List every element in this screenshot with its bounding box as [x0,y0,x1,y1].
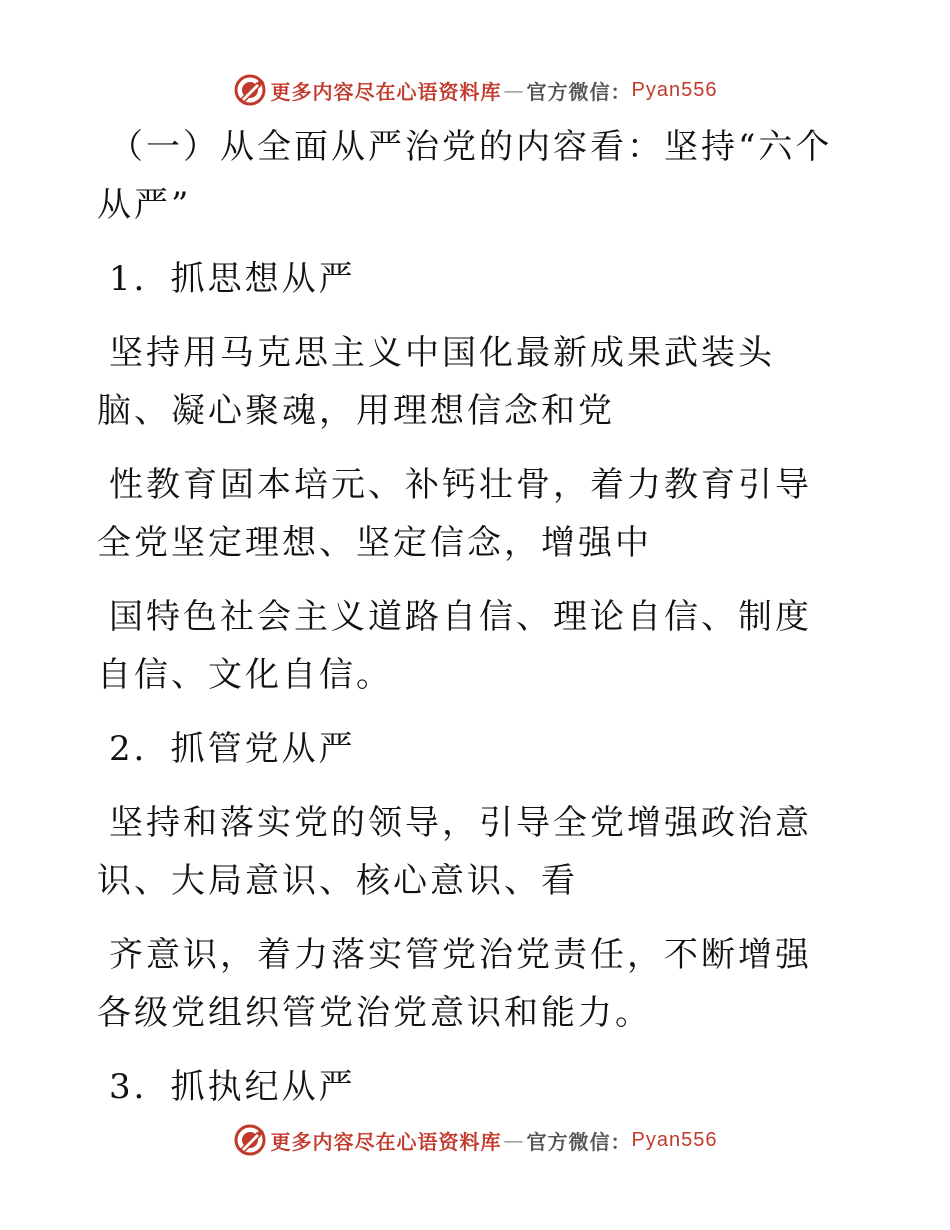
section-1-heading: 1．抓思想从严 [109,259,356,299]
watermark-official-label: 官方微信： [526,79,632,104]
document-body [97,118,837,1116]
watermark-wechat-id: Pyan556 [631,78,718,101]
watermark-official-label: 官方微信： [526,1129,632,1154]
section-2-paragraph-1: 坚持和落实党的领导，引导全党增强政治意识、大局意识、核心意识、看 [97,803,812,901]
section-2-heading: 2．抓管党从严 [109,729,356,769]
watermark-main-text: 更多内容尽在心语资料库 [270,79,502,104]
section-2-paragraph-2: 齐意识，着力落实管党治党责任，不断增强各级党组织管党治党意识和能力。 [97,935,812,1033]
section-1-paragraph-1: 坚持用马克思主义中国化最新成果武装头脑、凝心聚魂，用理想信念和党 [97,333,775,431]
pen-seal-icon [233,1123,267,1157]
section-3-heading: 3．抓执纪从严 [109,1067,356,1107]
watermark-dash: — [503,78,525,102]
footer-watermark [0,1120,950,1160]
pen-seal-icon [233,73,267,107]
document-title: （一）从全面从严治党的内容看：坚持“六个从严” [97,127,833,225]
section-1-paragraph-3: 国特色社会主义道路自信、理论自信、制度自信、文化自信。 [97,597,812,695]
watermark-wechat-id: Pyan556 [631,1128,718,1151]
watermark-main-text: 更多内容尽在心语资料库 [270,1129,502,1154]
header-watermark [0,70,950,110]
section-1-paragraph-2: 性教育固本培元、补钙壮骨，着力教育引导全党坚定理想、坚定信念，增强中 [97,465,812,563]
watermark-dash: — [503,1128,525,1152]
